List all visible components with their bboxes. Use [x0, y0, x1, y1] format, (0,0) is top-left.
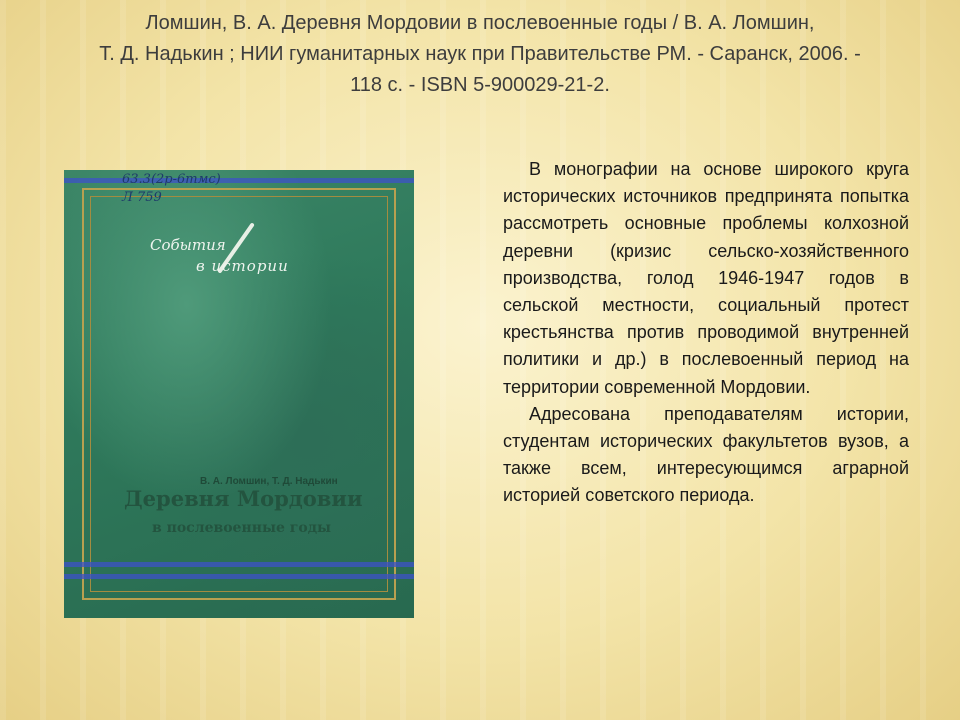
- cover-series-line-2: в истории: [196, 257, 289, 275]
- title-line-1: Ломшин, В. А. Деревня Мордовии в послевоенные годы / В. А. Ломшин,: [145, 12, 815, 34]
- scan-stripe: [64, 178, 414, 183]
- scan-stripe: [64, 562, 414, 567]
- cover-title-line-2: в послевоенные годы: [152, 520, 332, 536]
- book-description: [503, 156, 909, 510]
- cover-handwritten-number: Л 759: [122, 190, 162, 205]
- cover-title-line-1: Деревня Мордовии: [124, 486, 363, 511]
- bibliographic-title: [20, 8, 940, 101]
- scan-stripe: [64, 574, 414, 579]
- cover-handwritten-code: 63.3(2р-6тмс): [122, 172, 221, 187]
- description-paragraph-1: В монографии на основе широкого круга исторических источников предпринята попытка рассмотреть основные проблемы колхозной деревни (кризис сельско-хозяйственного производства, голод 1946-1947 годов в сельской местности, социальный протест крестьянства против проводимой внутренней политики и др.) в послевоенный период на территории современной Мордовии.: [503, 159, 909, 397]
- book-cover-image: [64, 170, 414, 618]
- cover-series-line-1: События: [150, 236, 226, 254]
- cover-authors: В. А. Ломшин, Т. Д. Надькин: [200, 476, 338, 487]
- title-line-3: 118 с. - ISBN 5-900029-21-2.: [350, 74, 610, 96]
- title-line-2: Т. Д. Надькин ; НИИ гуманитарных наук при Правительстве РМ. - Саранск, 2006. -: [99, 43, 861, 65]
- description-paragraph-2: Адресована преподавателям истории, студентам исторических факультетов вузов, а также всем, интересующимся аграрной историей советского периода.: [503, 403, 909, 506]
